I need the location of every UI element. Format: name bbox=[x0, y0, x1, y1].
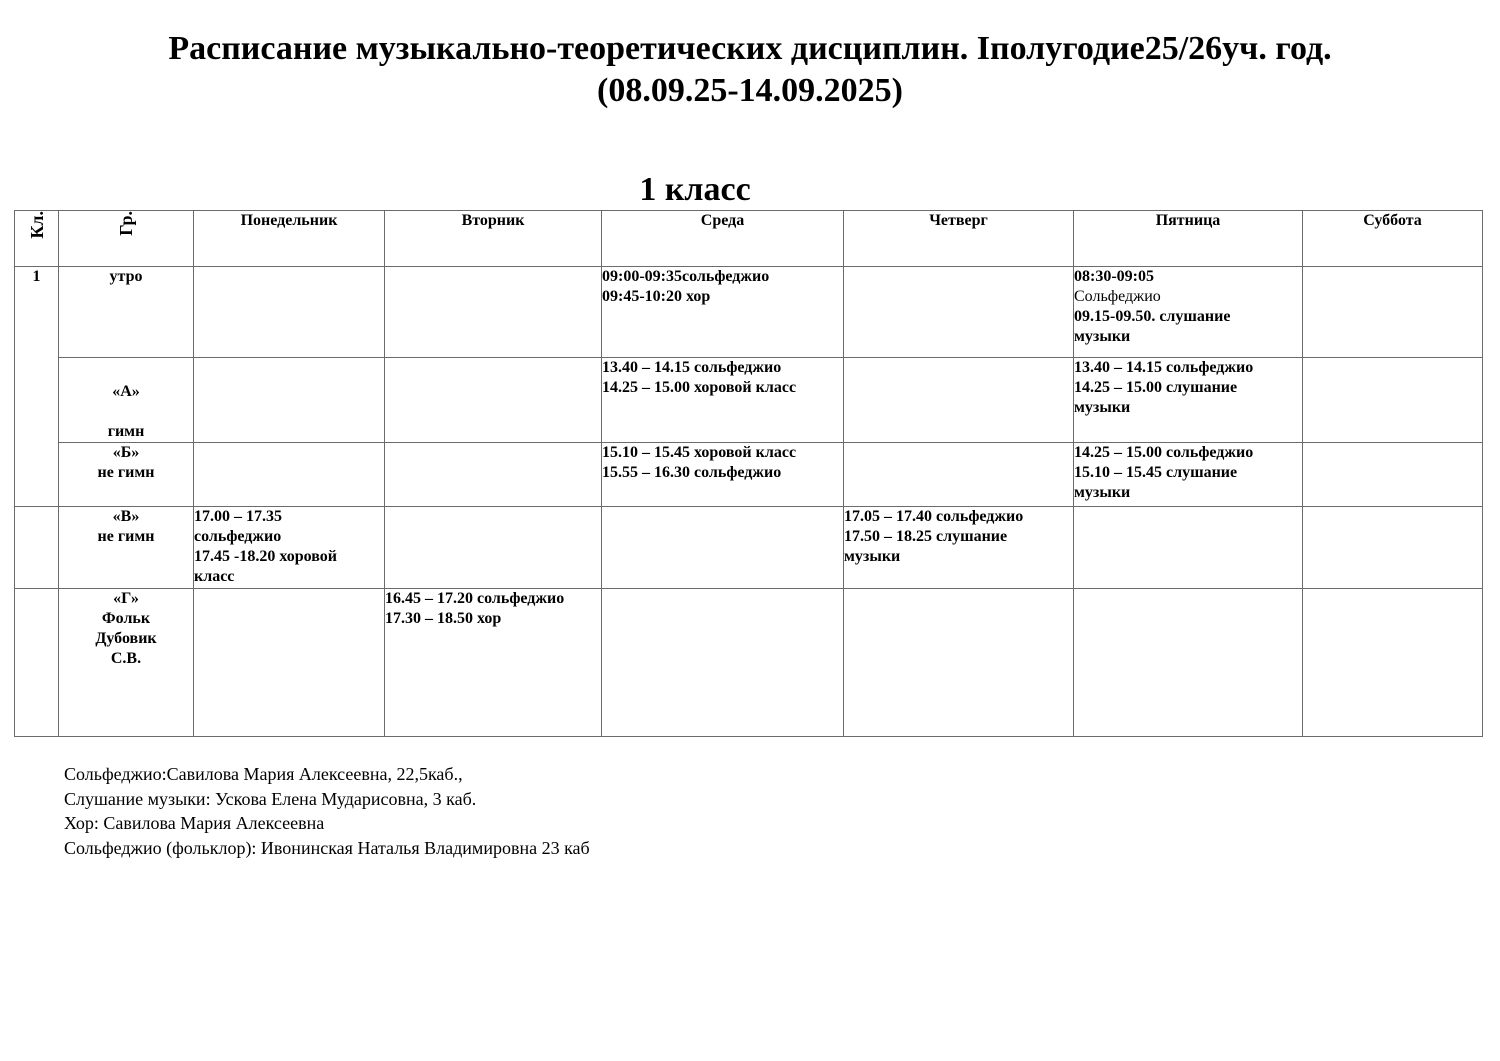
table-row bbox=[15, 589, 1483, 737]
schedule-cell-wednesday bbox=[602, 267, 844, 358]
schedule-cell-saturday bbox=[1303, 267, 1483, 358]
schedule-entry: 13.40 – 14.15 сольфеджио bbox=[602, 359, 782, 376]
schedule-cell-thursday bbox=[844, 267, 1074, 358]
schedule-entry: музыки bbox=[1074, 484, 1131, 501]
schedule-entry: 17.50 – 18.25 слушание bbox=[844, 528, 1008, 545]
header-group-col: Гр. bbox=[59, 211, 194, 267]
group-label-line: «А» bbox=[112, 383, 140, 400]
title-line-1: Расписание музыкально-теоретических дисциплин. Iполугодие25/26уч. год. bbox=[168, 30, 1332, 67]
schedule-entry: Сольфеджио bbox=[1074, 288, 1161, 305]
schedule-entry: музыки bbox=[1074, 399, 1131, 416]
header-class-col: Кл. bbox=[15, 211, 59, 267]
note-line: Слушание музыки: Ускова Елена Мударисовна, 3 каб. bbox=[64, 788, 477, 809]
group-label-line: С.В. bbox=[110, 650, 142, 667]
schedule-cell-thursday bbox=[844, 507, 1074, 589]
schedule-cell-wednesday bbox=[602, 507, 844, 589]
schedule-cell-tuesday bbox=[385, 267, 602, 358]
group-label-line: гимн bbox=[107, 423, 145, 440]
schedule-entry: 17.45 -18.20 хоровой bbox=[194, 548, 337, 565]
schedule-cell-thursday bbox=[844, 443, 1074, 507]
class-empty-cell bbox=[15, 589, 59, 737]
header-day-friday: Пятница bbox=[1074, 211, 1303, 267]
schedule-cell-monday bbox=[194, 267, 385, 358]
schedule-cell-saturday bbox=[1303, 507, 1483, 589]
schedule-entry: 17.05 – 17.40 сольфеджио bbox=[844, 508, 1024, 525]
schedule-cell-wednesday bbox=[602, 443, 844, 507]
title-line-2: (08.09.25-14.09.2025) bbox=[597, 72, 903, 109]
schedule-cell-tuesday bbox=[385, 507, 602, 589]
note-line: Сольфеджио:Савилова Мария Алексеевна, 22,5каб., bbox=[64, 764, 463, 784]
group-label bbox=[59, 443, 194, 507]
schedule-cell-friday bbox=[1074, 507, 1303, 589]
schedule-entry: 16.45 – 17.20 сольфеджио bbox=[385, 590, 565, 607]
table-row bbox=[15, 267, 1483, 358]
table-row bbox=[15, 443, 1483, 507]
schedule-cell-friday bbox=[1074, 443, 1303, 507]
schedule-entry: 09:00-09:35сольфеджио bbox=[602, 268, 770, 285]
schedule-cell-monday bbox=[194, 443, 385, 507]
class-empty-cell bbox=[15, 507, 59, 589]
schedule-entry: 15.10 – 15.45 хоровой класс bbox=[602, 444, 797, 461]
schedule-cell-monday bbox=[194, 589, 385, 737]
schedule-entry: 15.10 – 15.45 слушание bbox=[1074, 464, 1238, 481]
schedule-cell-wednesday bbox=[602, 589, 844, 737]
schedule-cell-friday bbox=[1074, 358, 1303, 443]
class-number: 1 bbox=[15, 267, 59, 507]
group-label-line: утро bbox=[109, 268, 143, 285]
schedule-cell-saturday bbox=[1303, 443, 1483, 507]
schedule-entry: 17.00 – 17.35 bbox=[194, 508, 282, 525]
schedule-entry: 14.25 – 15.00 слушание bbox=[1074, 379, 1238, 396]
schedule-entry: 09:45-10:20 хор bbox=[602, 288, 711, 305]
table-row bbox=[15, 507, 1483, 589]
schedule-cell-friday bbox=[1074, 589, 1303, 737]
schedule-cell-thursday bbox=[844, 589, 1074, 737]
note-line: Хор: Савилова Мария Алексеевна bbox=[64, 813, 325, 833]
schedule-entry: 17.30 – 18.50 хор bbox=[385, 610, 502, 627]
schedule-cell-monday bbox=[194, 507, 385, 589]
schedule-cell-wednesday bbox=[602, 358, 844, 443]
schedule-cell-thursday bbox=[844, 358, 1074, 443]
group-label bbox=[59, 589, 194, 737]
group-label-line: не гимн bbox=[97, 528, 155, 545]
schedule-table bbox=[14, 210, 1483, 737]
group-label bbox=[59, 267, 194, 358]
group-label bbox=[59, 358, 194, 443]
schedule-entry: класс bbox=[194, 568, 235, 585]
header-day-saturday: Суббота bbox=[1303, 211, 1483, 267]
schedule-entry: 14.25 – 15.00 хоровой класс bbox=[602, 379, 797, 396]
note-line: Сольфеджио (фольклор): Ивонинская Наталья Владимировна 23 каб bbox=[64, 837, 590, 858]
schedule-cell-saturday bbox=[1303, 358, 1483, 443]
header-day-tuesday: Вторник bbox=[385, 211, 602, 267]
schedule-entry: 08:30-09:05 bbox=[1074, 268, 1154, 285]
schedule-entry: 14.25 – 15.00 сольфеджио bbox=[1074, 444, 1254, 461]
teacher-notes bbox=[64, 762, 590, 860]
schedule-cell-tuesday bbox=[385, 443, 602, 507]
schedule-cell-tuesday bbox=[385, 589, 602, 737]
schedule-cell-friday bbox=[1074, 267, 1303, 358]
group-label-line: Фольк bbox=[101, 610, 151, 627]
group-label-line: «В» bbox=[112, 508, 140, 525]
document-title bbox=[0, 28, 1500, 112]
table-row bbox=[15, 358, 1483, 443]
class-heading: 1 класс bbox=[639, 171, 751, 208]
schedule-entry: 15.55 – 16.30 сольфеджио bbox=[602, 464, 782, 481]
header-day-wednesday: Среда bbox=[602, 211, 844, 267]
group-label-line: «Б» bbox=[112, 444, 140, 461]
schedule-entry: 09.15-09.50. слушание bbox=[1074, 308, 1231, 325]
schedule-entry: музыки bbox=[844, 548, 901, 565]
header-row bbox=[15, 211, 1483, 267]
group-label-line: Дубовик bbox=[95, 630, 157, 647]
schedule-cell-monday bbox=[194, 358, 385, 443]
schedule-entry: музыки bbox=[1074, 328, 1131, 345]
header-day-thursday: Четверг bbox=[844, 211, 1074, 267]
schedule-entry: 13.40 – 14.15 сольфеджио bbox=[1074, 359, 1254, 376]
schedule-entry: сольфеджио bbox=[194, 528, 282, 545]
schedule-cell-tuesday bbox=[385, 358, 602, 443]
group-label-line: не гимн bbox=[97, 464, 155, 481]
group-label bbox=[59, 507, 194, 589]
group-label-line: «Г» bbox=[113, 590, 139, 607]
header-day-monday: Понедельник bbox=[194, 211, 385, 267]
schedule-cell-saturday bbox=[1303, 589, 1483, 737]
